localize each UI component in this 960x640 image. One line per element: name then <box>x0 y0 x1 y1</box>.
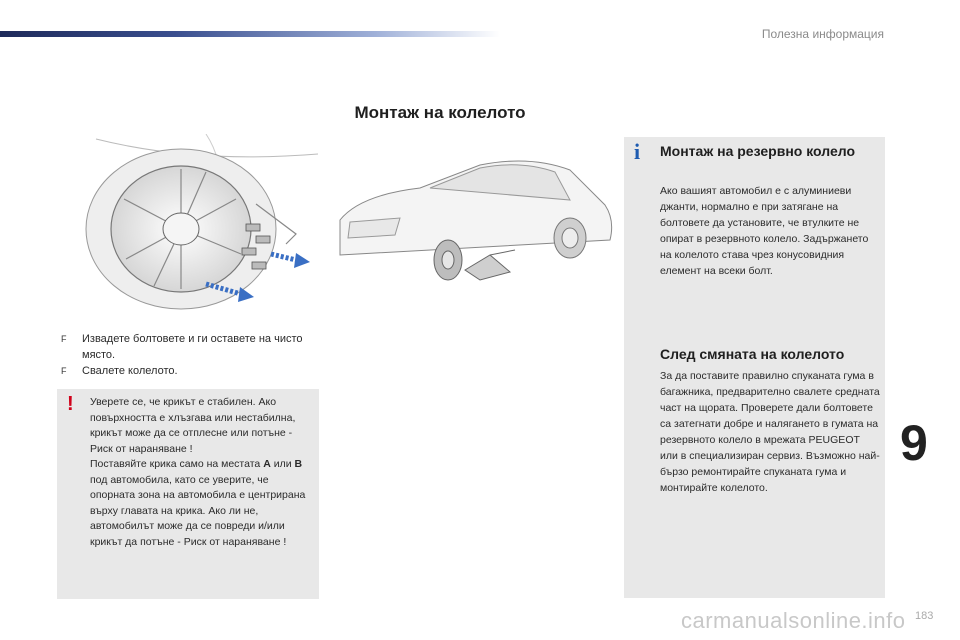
warning-paragraph <box>90 457 314 550</box>
warning-paragraph: Уверете се, че крикът е стабилен. Ако повърхността е хлъзгава или нестабилна, крикът може да се отплесне или потъне - Риск от нараняване ! <box>90 396 296 455</box>
step-item <box>58 331 320 363</box>
info-paragraph: Ако вашият автомобил е с алуминиеви джанти, нормално е при затягане на болтовете да установите, че втулките не опират в резервното колело. Задържането на колелото става чрез конусовидния елемент на всеки болт. <box>660 185 869 277</box>
info-paragraph: За да поставите правилно спуканата гума в багажника, предварително свалете средната част на щората. Проверете дали болтовете са затегнати добре и налягането в гумата на резервното колело в мрежата PEUGEOT или в специализиран сервиз. Възможно най-бързо ремонтирайте спуканата гума и монтирайте колелото. <box>660 370 880 494</box>
bullet-marker: F <box>61 334 67 344</box>
car-on-jack-illustration <box>330 150 620 300</box>
warning-text <box>90 395 314 550</box>
page-title: Монтаж на колелото <box>354 103 526 122</box>
watermark: carmanualsonline.info <box>681 608 906 633</box>
warning-text-part: под автомобила, като се уверите, че опорната зона на автомобила е центрирана върху главата на крика. Ако ли не, автомобилът може да се повреди и/или крикът да потъне - Риск от нараняване ! <box>90 473 306 548</box>
step-text: Свалете колелото. <box>82 365 178 377</box>
jack-point-b: B <box>294 458 303 470</box>
step-item <box>58 363 320 379</box>
info-heading-spare-wheel: Монтаж на резервно колело <box>660 143 855 159</box>
warning-icon: ! <box>67 393 74 415</box>
wheel-removal-illustration <box>56 134 318 314</box>
section-title: Полезна информация <box>761 27 884 41</box>
jack-point-a: A <box>263 458 271 470</box>
warning-box <box>57 389 319 599</box>
warning-text-part: или <box>270 458 295 470</box>
header-gradient-bar <box>0 31 500 37</box>
info-heading-after-change: След смяната на колелото <box>660 346 845 362</box>
step-text: Извадете болтовете и ги оставете на чисто място. <box>82 333 303 361</box>
warning-text-part: Поставяйте крика само на местата <box>90 458 264 470</box>
steps-list <box>58 331 320 379</box>
bullet-marker: F <box>61 366 67 376</box>
chapter-number: 9 <box>900 415 928 471</box>
info-box <box>624 137 885 598</box>
info-icon: i <box>634 139 641 164</box>
page-number: 183 <box>915 610 934 622</box>
